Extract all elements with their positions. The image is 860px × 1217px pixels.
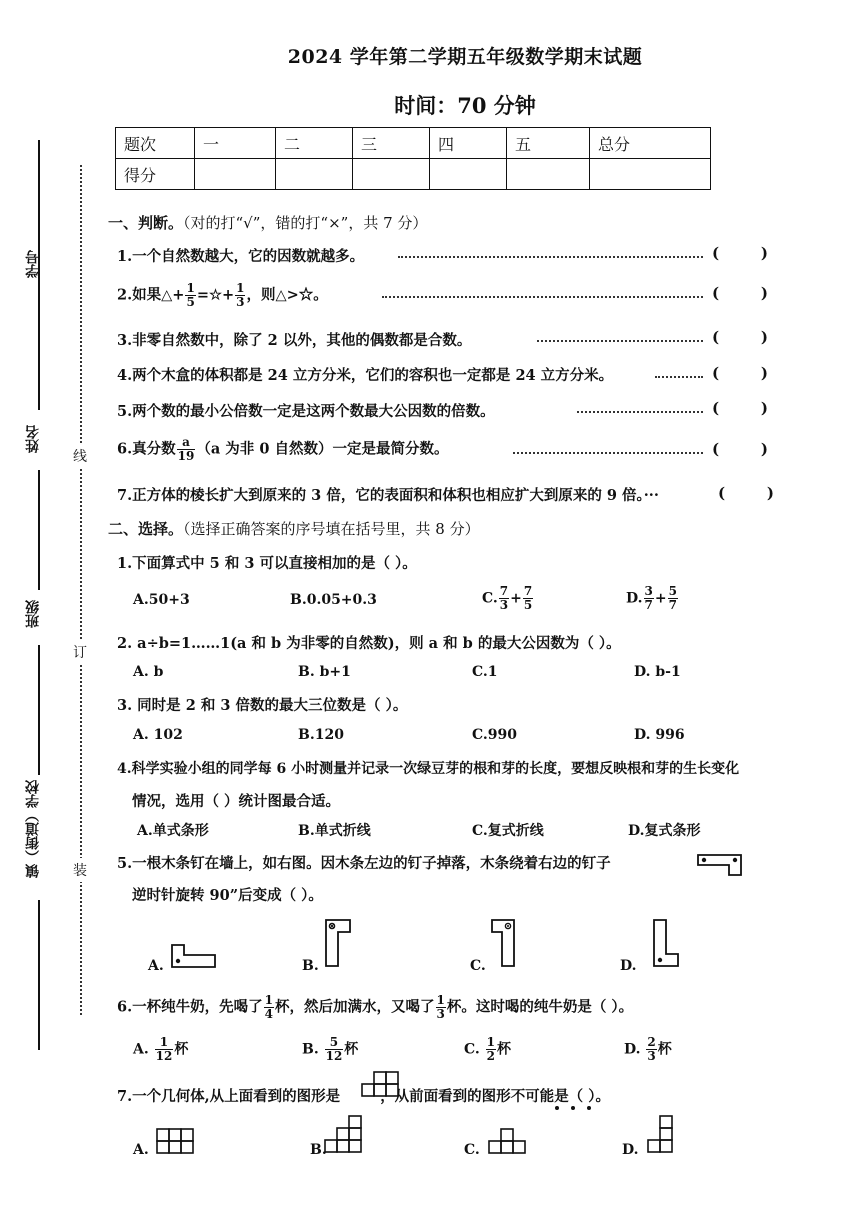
- rotated-stick-c: [490, 918, 516, 968]
- dotted-leader: [513, 452, 703, 454]
- class-label: 班级: [25, 600, 41, 628]
- binding-line: [38, 900, 40, 1050]
- fraction: [499, 585, 509, 612]
- section1-heading: [108, 212, 427, 233]
- option-d[interactable]: D.: [620, 958, 637, 974]
- table-cell: 总分: [590, 128, 711, 159]
- front-view-c: [488, 1127, 528, 1155]
- numerator: 7: [523, 584, 533, 598]
- q-text: 是（ ）。: [554, 1088, 610, 1105]
- numerator: 5: [668, 584, 677, 598]
- seal-char-zhuang: 装: [73, 858, 87, 882]
- option-d[interactable]: D.: [622, 1142, 639, 1158]
- fraction: [185, 282, 195, 309]
- score-input-cell[interactable]: [590, 159, 711, 190]
- fraction: [644, 585, 654, 612]
- option-d[interactable]: D. $\frac{3}{7}$ + $\frac{5}{7}$: [626, 584, 677, 612]
- q-text: 6.一杯纯牛奶，先喝了: [117, 998, 263, 1016]
- answer-blank[interactable]: ( ): [712, 399, 768, 417]
- denominator: 7: [644, 598, 653, 612]
- emphasis-dots: [553, 1105, 603, 1111]
- score-input-cell[interactable]: [430, 159, 507, 190]
- seal-dotted-line: [80, 165, 82, 1015]
- dotted-leader: [398, 256, 703, 258]
- rotated-stick-b: [324, 918, 352, 968]
- table-cell: 四: [430, 128, 507, 159]
- dotted-leader: [655, 376, 703, 378]
- denominator: 5: [523, 598, 533, 612]
- rotated-stick-a: [170, 943, 216, 969]
- unit-cup: 杯: [174, 1041, 189, 1058]
- mc-question-6: [117, 994, 633, 1021]
- denominator: 19: [177, 449, 195, 463]
- option-label: C.: [482, 590, 498, 607]
- option-d[interactable]: D.复式条形: [628, 823, 701, 839]
- option-c[interactable]: [464, 1036, 511, 1063]
- section1-note: （对的打“√”，错的打“×”，共 7 分）: [183, 214, 428, 232]
- option-d[interactable]: D. 996: [634, 727, 685, 743]
- option-c[interactable]: C.复式折线: [472, 823, 544, 839]
- fraction: [646, 1036, 656, 1063]
- fraction: [235, 282, 245, 309]
- option-d[interactable]: [624, 1036, 672, 1063]
- option-label: D.: [626, 590, 643, 607]
- q-text: 杯，然后加满水，又喝了: [275, 998, 435, 1016]
- option-d[interactable]: D. b-1: [634, 664, 681, 680]
- numerator: 3: [644, 584, 653, 598]
- numerator: 1: [436, 993, 445, 1007]
- answer-blank[interactable]: ( ): [718, 484, 774, 502]
- unit-cup: 杯: [657, 1041, 672, 1058]
- denominator: 4: [264, 1007, 273, 1021]
- fraction: [325, 1036, 344, 1063]
- q-text: 7.一个几何体,从上面看到的图形是: [117, 1088, 341, 1105]
- denominator: 12: [155, 1049, 173, 1063]
- answer-blank[interactable]: ( ): [712, 328, 768, 346]
- option-label: C.: [464, 1041, 480, 1058]
- seal-char-line: 线: [73, 444, 87, 468]
- numerator: 1: [264, 993, 273, 1007]
- section2-heading: [108, 518, 480, 539]
- front-view-b: [324, 1114, 364, 1156]
- tf-question-2: [117, 282, 328, 309]
- table-cell: 得分: [116, 159, 195, 190]
- option-label: D.: [624, 1041, 641, 1058]
- q-text: 杯。这时喝的纯牛奶是（ ）。: [446, 998, 634, 1016]
- mc-question-2: 2. a÷b=1……1(a 和 b 为非零的自然数)，则 a 和 b 的最大公因数为（ ）。: [117, 635, 621, 652]
- option-a[interactable]: A.50+3: [133, 592, 190, 608]
- student-id-label: 学号: [25, 250, 41, 278]
- denominator: 3: [236, 295, 245, 309]
- name-label: 姓名: [25, 425, 41, 453]
- q-text: ，则△>☆。: [246, 286, 328, 304]
- tf-question-1: 1.一个自然数越大，它的因数就越多。: [117, 248, 365, 265]
- fraction: [436, 994, 446, 1021]
- option-a[interactable]: A. 102: [133, 727, 183, 743]
- numerator: 1: [155, 1036, 174, 1050]
- mc-question-4: 4.科学实验小组的同学每 6 小时测量并记录一次绿豆芽的根和芽的长度，要想反映根和芽的生长变化: [117, 761, 740, 777]
- table-cell: 三: [353, 128, 430, 159]
- q-text: 6.真分数: [117, 440, 176, 458]
- option-b[interactable]: B. b+1: [298, 664, 351, 680]
- dotted-leader: [537, 340, 703, 342]
- numerator: 2: [647, 1035, 656, 1049]
- mc-question-1: 1.下面算式中 5 和 3 可以直接相加的是（ ）。: [117, 555, 417, 572]
- binding-line: [38, 470, 40, 590]
- option-label: B.: [302, 1041, 319, 1058]
- numerator: 1: [186, 281, 195, 295]
- mc-question-3: 3. 同时是 2 和 3 倍数的最大三位数是（ ）。: [117, 697, 408, 714]
- denominator: 2: [486, 1049, 496, 1063]
- emphasized-text: 不可能: [510, 1088, 555, 1105]
- score-input-cell[interactable]: [195, 159, 276, 190]
- option-b[interactable]: B.0.05+0.3: [290, 592, 377, 608]
- seal-char-ding: 订: [73, 640, 87, 664]
- score-table-header-row: [116, 128, 711, 159]
- score-table: [115, 127, 711, 190]
- option-c[interactable]: C.: [470, 958, 486, 974]
- tf-question-4: 4.两个木盒的体积都是 24 立方分米，它们的容积也一定都是 24 立方分米。: [117, 367, 614, 384]
- score-input-cell[interactable]: [276, 159, 353, 190]
- dotted-leader: [382, 296, 703, 298]
- q-text: ，从前面看到的图形: [380, 1088, 511, 1105]
- table-cell: 五: [507, 128, 590, 159]
- denominator: 3: [647, 1049, 656, 1063]
- answer-blank[interactable]: ( ): [712, 244, 768, 262]
- binding-line: [38, 290, 40, 410]
- fraction: [523, 585, 533, 612]
- option-label: A.: [133, 1041, 149, 1058]
- option-b[interactable]: [302, 1036, 358, 1063]
- option-b[interactable]: B.单式折线: [298, 823, 371, 839]
- option-b[interactable]: B.120: [298, 727, 344, 743]
- front-view-a: [156, 1127, 196, 1155]
- denominator: 12: [325, 1049, 343, 1063]
- table-cell: 题次: [116, 128, 195, 159]
- mc-question-4-line2: 情况，选用（ ）统计图最合适。: [132, 793, 341, 810]
- option-a[interactable]: A.: [133, 1142, 149, 1158]
- score-input-cell[interactable]: [353, 159, 430, 190]
- option-c[interactable]: C.: [464, 1142, 480, 1158]
- denominator: 5: [186, 295, 195, 309]
- wood-stick-figure: [697, 853, 743, 877]
- tf-question-7: 7.正方体的棱长扩大到原来的 3 倍，它的表面积和体积也相应扩大到原来的 9 倍。···: [117, 487, 659, 504]
- option-a[interactable]: A.单式条形: [137, 823, 209, 839]
- denominator: 3: [436, 1007, 445, 1021]
- fraction: [155, 1036, 174, 1063]
- school-label: 镇（街道）学校: [25, 780, 41, 878]
- section2-title: 二、选择。: [108, 520, 184, 538]
- q-text: =☆+: [196, 286, 235, 304]
- answer-blank[interactable]: ( ): [712, 284, 768, 302]
- mc-question-5-line2: 逆时针旋转 90”后变成（ ）。: [132, 887, 323, 904]
- table-cell: 一: [195, 128, 276, 159]
- top-view-figure: [361, 1070, 401, 1100]
- score-table-score-row: [116, 159, 711, 190]
- front-view-d: [647, 1114, 675, 1156]
- dotted-leader: [577, 411, 703, 413]
- option-b[interactable]: B.: [310, 1142, 327, 1158]
- numerator: 1: [486, 1035, 496, 1049]
- table-cell: 二: [276, 128, 353, 159]
- numerator: 5: [325, 1036, 344, 1050]
- q-text: （a 为非 0 自然数）一定是最简分数。: [196, 440, 449, 458]
- tf-question-5: 5.两个数的最小公倍数一定是这两个数最大公因数的倍数。: [117, 403, 495, 420]
- numerator: 7: [499, 584, 509, 598]
- option-c[interactable]: C.990: [472, 727, 517, 743]
- mc-question-5: 5.一根木条钉在墙上，如右图。因木条左边的钉子掉落，木条绕着右边的钉子: [117, 855, 611, 872]
- numerator: a: [177, 436, 196, 450]
- tf-question-6: [117, 436, 448, 463]
- option-a[interactable]: A.: [148, 958, 164, 974]
- answer-blank[interactable]: ( ): [712, 440, 768, 458]
- denominator: 7: [668, 598, 677, 612]
- exam-title: 2024 学年第二学期五年级数学期末试题: [287, 46, 643, 68]
- fraction: [177, 436, 196, 463]
- score-input-cell[interactable]: [507, 159, 590, 190]
- fraction: [668, 585, 678, 612]
- tf-question-3: 3.非零自然数中，除了 2 以外，其他的偶数都是合数。: [117, 332, 472, 349]
- q-text: 2.如果△+: [117, 286, 185, 304]
- fraction: [264, 994, 274, 1021]
- rotated-stick-d: [652, 918, 680, 968]
- numerator: 1: [236, 281, 245, 295]
- exam-time: 时间：70 分钟: [394, 93, 536, 118]
- unit-cup: 杯: [344, 1041, 359, 1058]
- binding-line: [38, 645, 40, 775]
- denominator: 3: [499, 598, 509, 612]
- option-c[interactable]: C. $\frac{7}{3}$ + $\frac{7}{5}$: [482, 584, 533, 612]
- section2-note: （选择正确答案的序号填在括号里，共 8 分）: [183, 520, 480, 538]
- fraction: [486, 1036, 496, 1063]
- option-a[interactable]: A. b: [133, 664, 164, 680]
- option-c[interactable]: C.1: [472, 664, 498, 680]
- answer-blank[interactable]: ( ): [712, 364, 768, 382]
- option-a[interactable]: [133, 1036, 188, 1063]
- section1-title: 一、判断。: [108, 214, 184, 232]
- unit-cup: 杯: [497, 1041, 512, 1058]
- option-b[interactable]: B.: [302, 958, 319, 974]
